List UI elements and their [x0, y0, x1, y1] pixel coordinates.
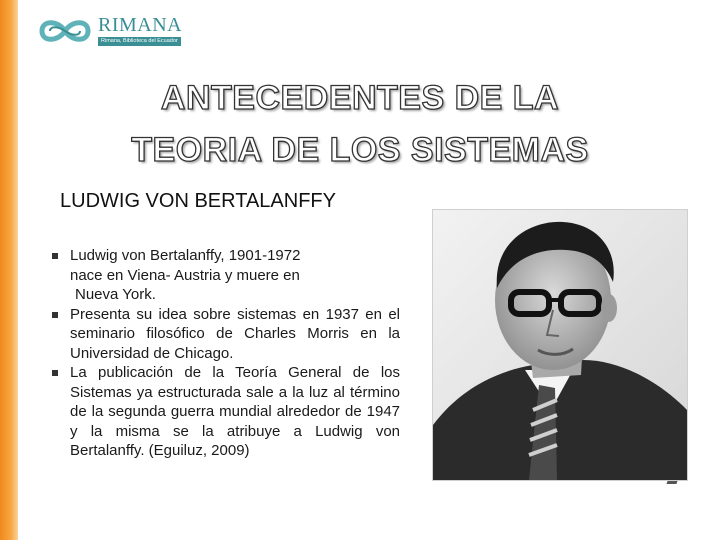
square-bullet-icon [52, 253, 58, 259]
square-bullet-icon [52, 370, 58, 376]
title-line-1: ANTECEDENTES DE LA [160, 79, 560, 117]
logo-tagline: Rimana, Biblioteca del Ecuador [98, 37, 181, 46]
infinity-knot-icon [36, 16, 94, 46]
logo-name: RIMANA [98, 14, 183, 36]
orange-accent-bar [0, 0, 18, 540]
square-bullet-icon [52, 312, 58, 318]
bullet-item-1 [48, 246, 400, 305]
corner-mark [666, 481, 677, 484]
page-title [110, 72, 610, 176]
rimana-logo [36, 14, 186, 50]
bullet-item-3 [48, 363, 400, 461]
portrait-illustration [433, 210, 687, 480]
bullet-list [48, 246, 400, 461]
bullet-item-2 [48, 305, 400, 364]
title-line-2: TEORIA DE LOS SISTEMAS [131, 131, 589, 169]
bullet-1-line-2: nace en Viena- Austria y muere en [70, 266, 300, 284]
bullet-3-text: La publicación de la Teoría General de los Sistemas ya estructurada sale a la luz al término de la segunda guerra mundial alrededor de 1947 y la misma se la atribuye a Ludwig von Bertalanffy. (Eguiluz, 2009) [70, 364, 400, 459]
section-subtitle: LUDWIG VON BERTALANFFY [60, 190, 336, 212]
portrait-photo [432, 209, 688, 481]
bullet-2-text: Presenta su idea sobre sistemas en 1937 en el seminario filosófico de Charles Morris en la Universidad de Chicago. [70, 305, 400, 362]
bullet-1-line-3: Nueva York. [75, 286, 156, 303]
bullet-1-line-1: Ludwig von Bertalanffy, 1901-1972 [70, 247, 301, 264]
